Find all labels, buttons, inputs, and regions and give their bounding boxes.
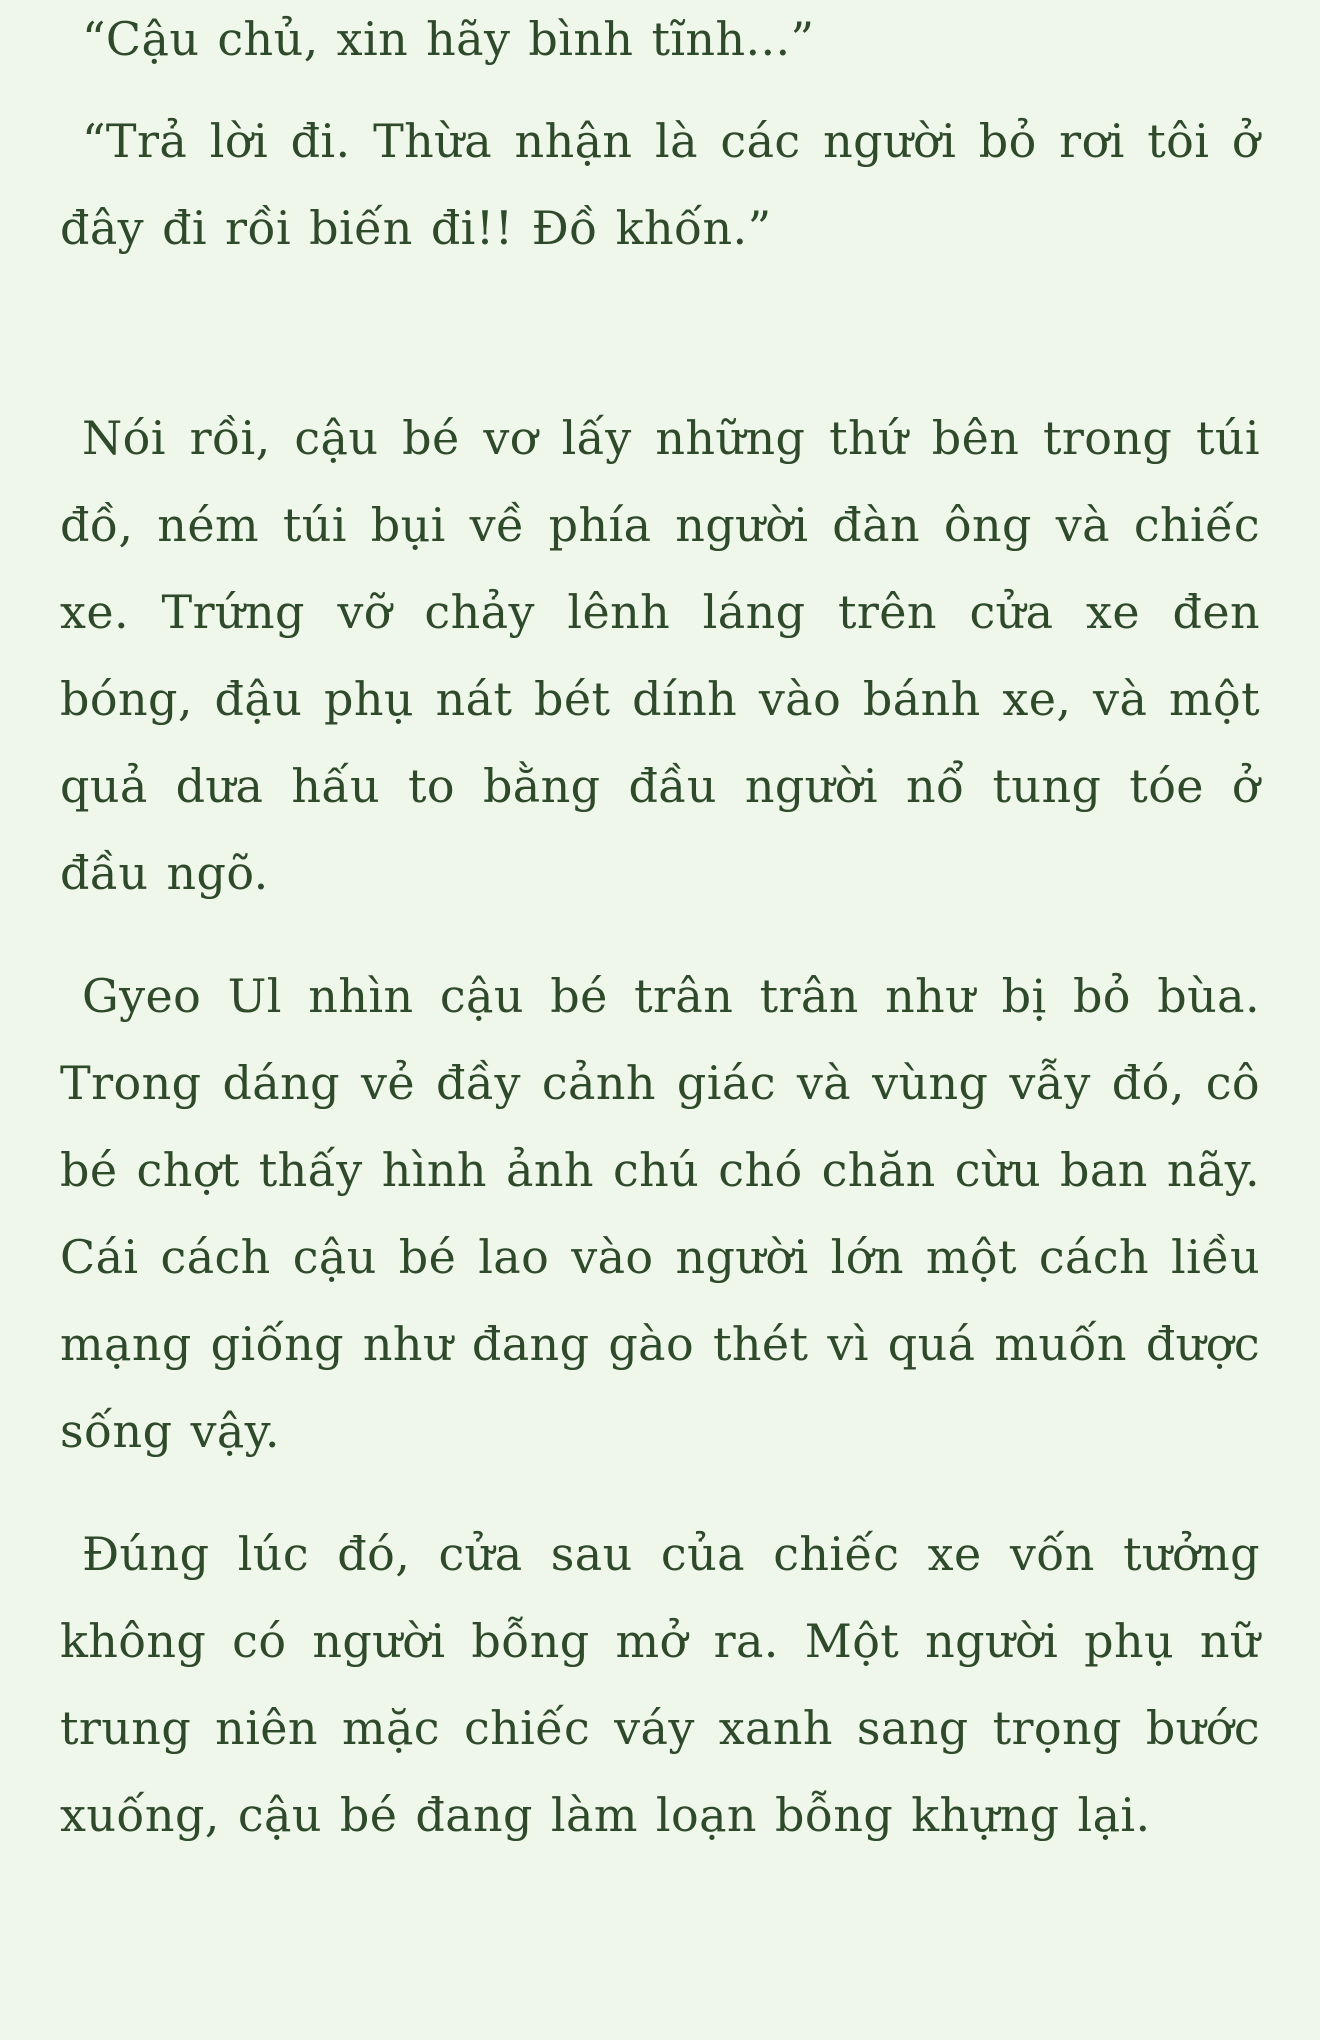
dialogue-paragraph: “Cậu chủ, xin hãy bình tĩnh...” <box>82 12 815 66</box>
story-paragraph: Nói rồi, cậu bé vơ lấy những thứ bên trong túi đồ, ném túi bụi về phía người đàn ông và chiếc xe. Trứng vỡ chảy lênh láng trên cửa xe đen bóng, đậu phụ nát bét dính vào bánh xe, và một quả dưa hấu to bằng đầu người nổ tung tóe ở đầu ngõ. <box>60 411 1260 900</box>
dialogue-paragraph: “Trả lời đi. Thừa nhận là các người bỏ rơi tôi ở đây đi rồi biến đi!! Đồ khốn.” <box>60 114 1260 255</box>
story-paragraph: Gyeo Ul nhìn cậu bé trân trân như bị bỏ bùa. Trong dáng vẻ đầy cảnh giác và vùng vẫy đó, cô bé chợt thấy hình ảnh chú chó chăn cừu ban nãy. Cái cách cậu bé lao vào người lớn một cách liều mạng giống như đang gào thét vì quá muốn được sống vậy. <box>60 969 1260 1458</box>
story-paragraph: Đúng lúc đó, cửa sau của chiếc xe vốn tưởng không có người bỗng mở ra. Một người phụ nữ trung niên mặc chiếc váy xanh sang trọng bước xuống, cậu bé đang làm loạn bỗng khựng lại. <box>60 1527 1260 1842</box>
